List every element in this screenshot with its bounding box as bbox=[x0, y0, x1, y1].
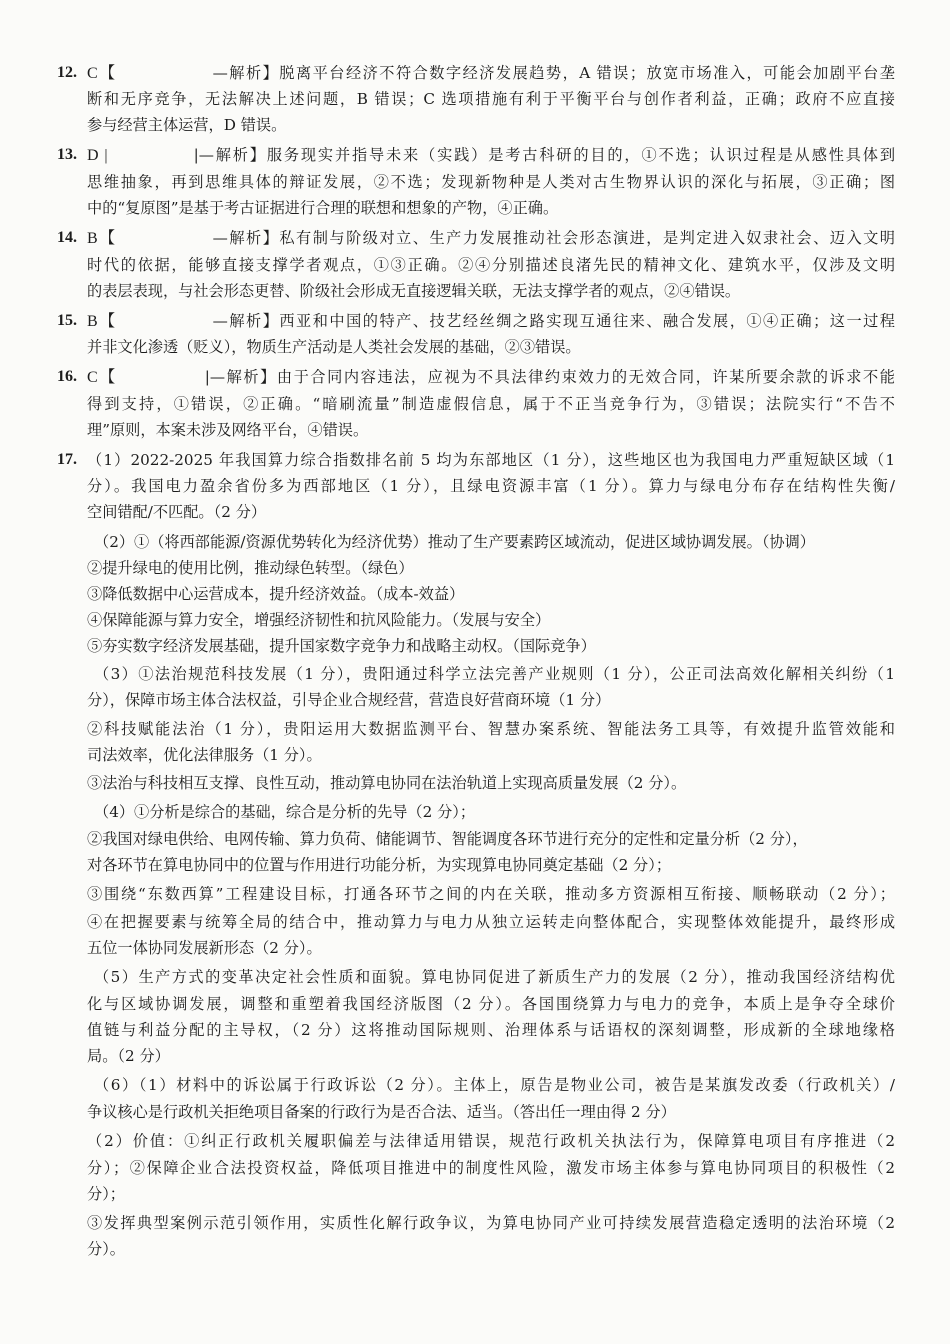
question-line: （5）生产方式的变革决定社会性质和面貌。算电协同促进了新质生产力的发展（2 分），推动我国经济结构优 bbox=[94, 968, 895, 986]
question-line: 争议核心是行政机关拒绝项目备案的行政行为是否合法、适当。（答出任一理由得 2 分） bbox=[87, 1103, 676, 1121]
question-line: 分）；②保障企业合法投资权益，降低项目推进中的制度性风险，激发市场主体参与算电协同项目的积极性（2 bbox=[87, 1159, 895, 1177]
analysis-tag: —解析】 bbox=[212, 229, 280, 247]
question-line: ④在把握要素与统筹全局的结合中，推动算力与电力从独立运转走向整体配合，实现整体效能提升，最终形成 bbox=[87, 913, 895, 931]
question-line: 化与区域协调发展，调整和重塑着我国经济版图（2 分）。各国围绕算力与电力的竞争，本质上是争夺全球价 bbox=[87, 995, 895, 1013]
answer-letter: C【 bbox=[87, 65, 117, 82]
question-number: 14. bbox=[57, 229, 77, 246]
question-text: 脱离平台经济不符合数字经济发展趋势，A 错误；放宽市场准入，可能会加剧平台垄 bbox=[279, 64, 895, 82]
question-line: 对各环节在算电协同中的位置与作用进行功能分析，为实现算电协同奠定基础（2 分）； bbox=[87, 856, 672, 874]
question-line: 思维抽象，再到思维具体的辩证发展，②不选；发现新物种是人类对古生物界认识的深化与拓展，③正确；图 bbox=[87, 173, 895, 191]
question-line bbox=[87, 145, 895, 167]
question-text: 西亚和中国的特产、技艺经丝绸之路实现互通往来、融合发展，①④正确；这一过程 bbox=[279, 312, 895, 330]
question-line bbox=[87, 367, 895, 389]
question-line: （1）2022-2025 年我国算力综合指数排名前 5 均为东部地区（1 分），这些地区也为我国电力严重短缺区域（1 bbox=[87, 451, 895, 469]
question-line: 分）。 bbox=[87, 1240, 125, 1258]
question-line: ②我国对绿电供给、电网传输、算力负荷、储能调节、智能调度各环节进行充分的定性和定量分析（2 分）， bbox=[87, 830, 808, 848]
question-line: 理”原则，本案未涉及网络平台，④错误。 bbox=[87, 421, 369, 439]
question-line bbox=[87, 63, 895, 85]
question-line: 分），保障市场主体合法权益，引导企业合规经营，营造良好营商环境（1 分） bbox=[87, 691, 611, 709]
question-line: ③法治与科技相互支撑、良性互动，推动算电协同在法治轨道上实现高质量发展（2 分）。 bbox=[87, 774, 687, 792]
answer-letter: C【 bbox=[87, 369, 117, 386]
question-line: 断和无序竞争，无法解决上述问题，B 错误；C 选项措施有利于平衡平台与创作者利益，正确；政府不应直接 bbox=[87, 90, 895, 108]
answer-letter: B【 bbox=[87, 313, 117, 330]
analysis-tag: |—解析】 bbox=[193, 146, 267, 164]
question-line: （3）①法治规范科技发展（1 分），贵阳通过科学立法完善产业规则（1 分），公正司法高效化解相关纠纷（1 bbox=[94, 665, 895, 683]
analysis-tag: |—解析】 bbox=[204, 368, 277, 386]
question-number: 17. bbox=[57, 451, 77, 468]
question-line: （2）价值：①纠正行政机关履职偏差与法律适用错误，规范行政机关执法行为，保障算电项目有序推进（2 bbox=[87, 1132, 895, 1150]
question-line bbox=[87, 228, 895, 250]
answer-letter: D | bbox=[87, 147, 108, 164]
question-line: （6）（1）材料中的诉讼属于行政诉讼（2 分）。主体上，原告是物业公司，被告是某旗发改委（行政机关）/ bbox=[94, 1076, 895, 1094]
question-line: ③降低数据中心运营成本，提升经济效益。（成本-效益） bbox=[87, 585, 465, 603]
question-line: （4）①分析是综合的基础，综合是分析的先导（2 分）； bbox=[94, 803, 476, 821]
question-line: ⑤夯实数字经济发展基础，提升国家数字竞争力和战略主动权。（国际竞争） bbox=[87, 637, 596, 655]
question-line: ②科技赋能法治（1 分），贵阳运用大数据监测平台、智慧办案系统、智能法务工具等，有效提升监管效能和 bbox=[87, 720, 895, 738]
question-line: （2）①（将西部能源/资源优势转化为经济优势）推动了生产要素跨区域流动，促进区域协调发展。（协调） bbox=[94, 533, 815, 551]
question-number: 15. bbox=[57, 312, 77, 329]
analysis-tag: —解析】 bbox=[212, 312, 280, 330]
question-line: 值链与利益分配的主导权，（2 分）这将推动国际规则、治理体系与话语权的深刻调整，形成新的全球地缘格 bbox=[87, 1021, 895, 1039]
question-line: 五位一体协同发展新形态（2 分）。 bbox=[87, 939, 322, 957]
question-line bbox=[87, 311, 895, 333]
question-line: ③围绕“东数西算”工程建设目标，打通各环节之间的内在关联，推动多方资源相互衔接、顺畅联动（2 分）； bbox=[87, 885, 895, 903]
question-line: ④保障能源与算力安全，增强经济韧性和抗风险能力。（发展与安全） bbox=[87, 611, 551, 629]
question-number: 16. bbox=[57, 368, 77, 385]
question-line: ②提升绿电的使用比例，推动绿色转型。（绿色） bbox=[87, 559, 414, 577]
question-line: 得到支持，①错误，②正确。“暗刷流量”制造虚假信息，属于不正当竞争行为，③错误；法院实行“不告不 bbox=[87, 395, 895, 413]
question-line: 中的“复原图”是基于考古证据进行合理的联想和想象的产物，④正确。 bbox=[87, 199, 559, 217]
question-line: 并非文化渗透（贬义），物质生产活动是人类社会发展的基础，②③错误。 bbox=[87, 338, 581, 356]
question-number: 12. bbox=[57, 64, 77, 81]
question-line: 局。（2 分） bbox=[87, 1047, 170, 1065]
question-line: ③发挥典型案例示范引领作用，实质性化解行政争议，为算电协同产业可持续发展营造稳定透明的法治环境（2 bbox=[87, 1214, 895, 1232]
analysis-tag: —解析】 bbox=[212, 64, 280, 82]
question-number: 13. bbox=[57, 146, 77, 163]
question-line: 分）。我国电力盈余省份多为西部地区（1 分），且绿电资源丰富（1 分）。算力与绿电分布存在结构性失衡/ bbox=[87, 477, 895, 495]
question-line: 的表层表现，与社会形态更替、阶级社会形成无直接逻辑关联，无法支撑学者的观点，②④错误。 bbox=[87, 282, 741, 300]
question-text: 私有制与阶级对立、生产力发展推动社会形态演进，是判定进入奴隶社会、迈入文明 bbox=[279, 229, 895, 247]
question-line: 时代的依据，能够直接支撑学者观点，①③正确。②④分别描述良渚先民的精神文化、建筑水平，仅涉及文明 bbox=[87, 256, 895, 274]
question-line: 参与经营主体运营，D 错误。 bbox=[87, 116, 287, 134]
answer-letter: B【 bbox=[87, 230, 117, 247]
question-text: 由于合同内容违法，应视为不具法律约束效力的无效合同，许某所要余款的诉求不能 bbox=[276, 368, 895, 386]
question-line: 司法效率，优化法律服务（1 分）。 bbox=[87, 746, 322, 764]
question-text: 服务现实并指导未来（实践）是考古科研的目的，①不选；认识过程是从感性具体到 bbox=[266, 146, 895, 164]
question-line: 分）； bbox=[87, 1185, 125, 1203]
question-line: 空间错配/不匹配。（2 分） bbox=[87, 503, 267, 521]
